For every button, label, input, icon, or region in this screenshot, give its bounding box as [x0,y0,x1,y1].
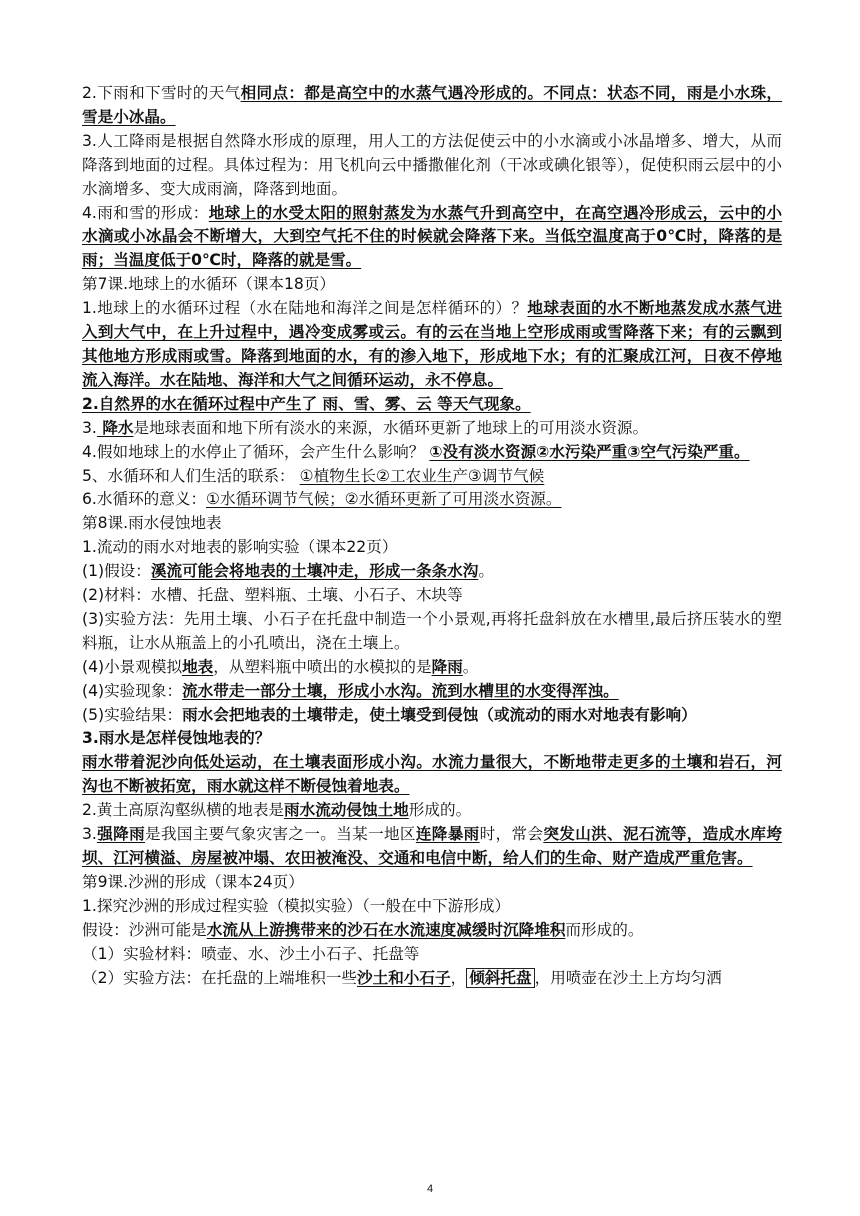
text-run: 1.流动的雨水对地表的影响实验（课本22页） [82,538,398,557]
text-run: 相同点：都是高空中的水蒸气遇冷形成的。不同点：状态不同，雨是小水珠，雪是小冰晶。 [82,84,782,126]
paragraph [82,751,782,799]
text-run: (4)小景观模拟 [82,657,183,676]
text-run: (2)材料：水槽、托盘、塑料瓶、土壤、小石子、木块等 [82,586,463,605]
text-run: 2.黄土高原沟壑纵横的地表是 [82,801,285,820]
paragraph [82,871,782,895]
paragraph [82,704,782,728]
text-run: 3.雨水是怎样侵蚀地表的？ [82,729,271,748]
text-run: （1）实验材料：喷壶、水、沙土小石子、托盘等 [82,944,420,963]
paragraph [82,297,782,393]
text-run: ①植物生长②工农业生产③调节气候 [299,466,545,485]
text-run: 第8课.雨水侵蚀地表 [82,514,222,533]
text-run: 水流从上游携带来的沙石在水流速度减缓时沉降堆积 [206,920,566,939]
paragraph [82,799,782,823]
text-run: 。 [462,657,479,676]
text-run: (5)实验结果： [82,705,183,724]
paragraph [82,680,782,704]
paragraph [82,943,782,967]
paragraph [82,895,782,919]
text-run: 1.地球上的水循环过程（水在陆地和海洋之间是怎样循环的）？ [82,299,528,318]
text-run: 。 [478,562,494,581]
text-run: 3. [82,825,97,844]
paragraph [82,202,782,274]
text-run: 强降雨 [96,825,146,844]
text-run: 6.水循环的意义： [82,490,207,509]
text-run: 雨水流动侵蚀土地 [284,801,409,820]
text-run: 倾斜托盘 [466,968,534,988]
paragraph [82,417,782,441]
text-run: (1)假设： [82,562,151,581]
paragraph [82,441,782,465]
text-run: （2）实验方法：在托盘的上端堆积一些 [82,968,358,987]
text-run: 连降暴雨 [415,825,480,844]
text-run: 4.假如地球上的水停止了循环，会产生什么影响？ [82,442,430,461]
text-run: 是地球表面和地下所有淡水的来源，水循环更新了地球上的可用淡水资源。 [133,418,649,437]
text-run: 1.探究沙洲的形成过程实验（模拟实验）（一般在中下游形成） [82,896,511,915]
text-run: 形成的。 [408,801,472,820]
text-run: 3.人工降雨是根据自然降水形成的原理，用人工的方法促使云中的小水滴或小冰晶增多、增大，从而降落到地面的过程。具体过程为：用飞机向云中播撒催化剂（干冰或碘化银等），促使积雨云层中的小水滴增多、变大成雨滴，降落到地面。 [82,131,782,198]
text-run: 假设：沙洲可能是 [82,920,207,939]
paragraph [82,967,782,991]
text-run: 第9课.沙洲的形成（课本24页） [82,872,304,891]
text-run: 3. [82,418,97,437]
text-run: 2.自然界的水在循环过程中产生了 雨、雪、雾、云 等天气现象。 [82,394,531,413]
text-run: (4)实验现象： [82,681,183,700]
paragraph [82,488,782,512]
text-run: 降水 [96,418,134,437]
paragraph [82,919,782,943]
text-run: ①没有淡水资源②水污染严重③空气污染严重。 [429,442,750,461]
text-run: 4.雨和雪的形成： [82,203,209,222]
paragraph [82,82,782,130]
text-run: 地球表面的水不断地蒸发成水蒸气进入到大气中，在上升过程中，遇冷变成雾或云。有的云在当地上空形成雨或雪降落下来；有的云飘到其他地方形成雨或雪。降落到地面的水，有的渗入地下，形成地下水；有的汇聚成江河，日夜不停地流入海洋。水在陆地、海洋和大气之间循环运动，永不停息。 [82,299,782,389]
text-run: 溪流可能会将地表的土壤冲走，形成一条条水沟 [150,562,479,581]
paragraph [82,465,782,489]
document-body [82,82,782,990]
text-run: 5、水循环和人们生活的联系： [82,466,300,485]
text-run: 地表 [182,657,214,676]
text-run: 降雨 [431,657,463,676]
text-run: ，用喷壶在沙土上方均匀洒 [534,968,722,987]
paragraph [82,727,782,751]
text-run: 第7课.地球上的水循环（课本18页） [82,275,336,294]
text-run: 雨水会把地表的土壤带走，使土壤受到侵蚀（或流动的雨水对地表有影响） [182,705,697,724]
paragraph [82,393,782,417]
text-run: 时，常会 [479,825,544,844]
text-run: 沙土和小石子 [357,968,451,987]
paragraph [82,823,782,871]
page-number: 4 [426,1183,434,1195]
text-run: 而形成的。 [565,920,644,939]
paragraph [82,608,782,656]
text-run: (3)实验方法：先用土壤、小石子在托盘中制造一个小景观,再将托盘斜放在水槽里,最后挤压装水的塑料瓶，让水从瓶盖上的小孔喷出，浇在土壤上。 [82,609,782,652]
text-run: 雨水带着泥沙向低处运动，在土壤表面形成小沟。水流力量很大，不断地带走更多的土壤和岩石，河沟也不断被拓宽，雨水就这样不断侵蚀着地表。 [82,753,782,796]
text-run: 2.下雨和下雪时的天气 [82,84,241,102]
paragraph [82,560,782,584]
text-run: 流水带走一部分土壤，形成小水沟。流到水槽里的水变得浑浊。 [182,681,619,700]
text-run: ， [450,968,467,987]
text-run: 是我国主要气象灾害之一。当某一地区 [145,825,416,844]
text-run: 突发山洪、泥石流等，造成水库垮坝、江河横溢、房屋被冲塌、农田被淹没、交通和电信中断，给人们的生命、财产造成严重危害。 [82,825,782,867]
text-run: ，从塑料瓶中喷出的水模拟的是 [213,657,432,676]
paragraph [82,130,782,202]
paragraph [82,536,782,560]
paragraph [82,512,782,536]
paragraph [82,584,782,608]
paragraph [82,656,782,680]
text-run: ①水循环调节气候；②水循环更新了可用淡水资源。 [206,490,562,509]
text-run: 地球上的水受太阳的照射蒸发为水蒸气升到高空中，在高空遇冷形成云，云中的小水滴或小冰晶会不断增大，大到空气托不住的时候就会降落下来。当低空温度高于0℃时，降落的是雨；当温度低于0℃时，降落的就是雪。 [82,203,782,270]
paragraph [82,273,782,297]
paragraph-list [82,82,782,990]
